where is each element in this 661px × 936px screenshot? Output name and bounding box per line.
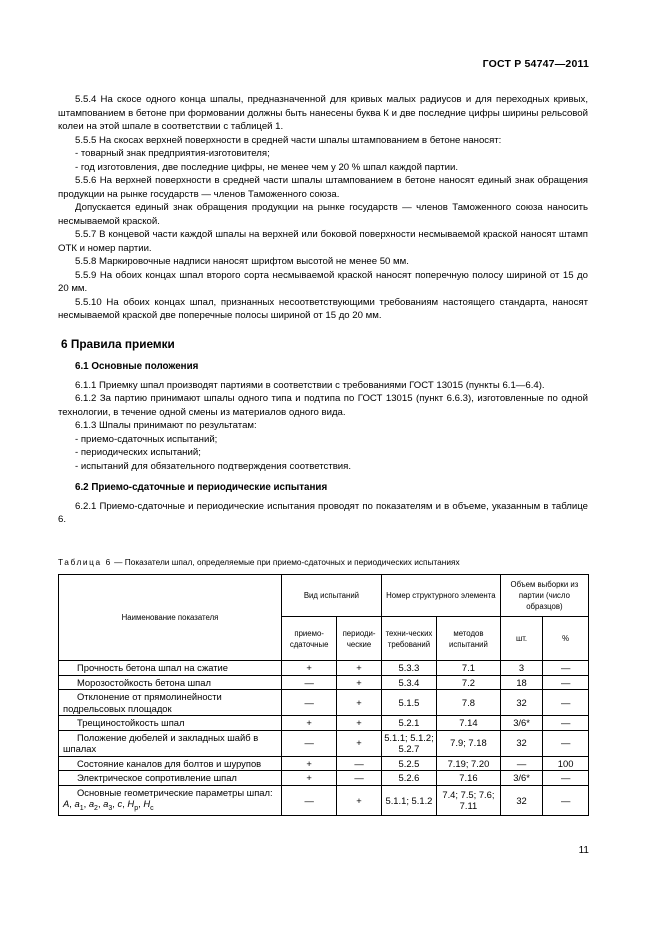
cell-name: Состояние каналов для болтов и шурупов — [59, 756, 282, 771]
cell: 7.9; 7.18 — [437, 730, 501, 756]
cell: — — [337, 756, 382, 771]
table-caption-text: — Показатели шпал, определяемые при приемо-сдаточных и периодических испытаниях — [111, 557, 460, 567]
header-sample-volume: Объем выборки из партии (число образцов) — [500, 575, 588, 617]
cell: 100 — [543, 756, 589, 771]
cell: — — [282, 785, 337, 816]
table-row — [59, 730, 589, 756]
cell: 5.3.3 — [381, 661, 436, 676]
cell: 3 — [500, 661, 542, 676]
cell: 5.2.6 — [381, 771, 436, 786]
cell: — — [282, 675, 337, 690]
cell-name: Положение дюбелей и закладных шайб в шпалах — [59, 730, 282, 756]
cell: + — [282, 661, 337, 676]
document-code: ГОСТ Р 54747—2011 — [482, 58, 589, 70]
cell: — — [543, 661, 589, 676]
cell: 5.1.1; 5.1.2 — [381, 785, 436, 816]
paragraph-6-1-3: 6.1.3 Шпалы принимают по результатам: — [75, 420, 257, 431]
cell: — — [282, 730, 337, 756]
paragraph-6-2-1: 6.2.1 Приемо-сдаточные и периодические испытания проводят по показателям и в объеме, указанным в таблице 6. — [58, 500, 588, 525]
cell: + — [337, 785, 382, 816]
header-name: Наименование показателя — [59, 575, 282, 661]
header-test-kind: Вид испытаний — [282, 575, 382, 617]
cell: 7.1 — [437, 661, 501, 676]
cell: + — [337, 716, 382, 731]
table-row — [59, 661, 589, 676]
cell-name: Отклонение от прямолинейности подрельсовых площадок — [59, 690, 282, 716]
cell: 32 — [500, 730, 542, 756]
list-item: - испытаний для обязательного подтверждения соответствия. — [75, 460, 352, 472]
cell: — — [543, 730, 589, 756]
cell-name: Основные геометрические параметры шпал: A, $a_1$, $a_2$, $a_3$, c, $H_р$, $H_с$ — [59, 785, 282, 816]
cell: — — [337, 771, 382, 786]
header-periodic: периоди-ческие — [337, 617, 382, 661]
paragraph-5-5-9: 5.5.9 На обоих концах шпал второго сорта несмываемой краской наносят поперечную полосу шириной от 15 до 20 мм. — [58, 269, 588, 294]
list-item: - товарный знак предприятия-изготовителя; — [75, 148, 270, 159]
cell: 7.8 — [437, 690, 501, 716]
cell: + — [337, 730, 382, 756]
cell: 3/6* — [500, 716, 542, 731]
header-acceptance: приемо-сдаточные — [282, 617, 337, 661]
paragraph-5-5-5: 5.5.5 На скосах верхней поверхности в средней части шпалы штампованием в бетоне наносят: — [75, 134, 502, 146]
cell: + — [337, 690, 382, 716]
cell: 5.2.1 — [381, 716, 436, 731]
paragraph-5-5-7: 5.5.7 В концевой части каждой шпалы на верхней или боковой поверхности несмываемой краской наносят штамп ОТК и номер партии. — [58, 229, 588, 254]
document-body — [58, 93, 588, 527]
table-row — [59, 675, 589, 690]
paragraph-6-1-1: 6.1.1 Приемку шпал производят партиями в соответствии с требованиями ГОСТ 13015 (пункты 6.1—6.4). — [75, 379, 545, 391]
header-pieces: шт. — [500, 617, 542, 661]
cell: 5.1.1; 5.1.2; 5.2.7 — [381, 730, 436, 756]
cell: + — [282, 771, 337, 786]
page-number: 11 — [578, 845, 589, 856]
cell-name: Морозостойкость бетона шпал — [59, 675, 282, 690]
paragraph-5-5-10: 5.5.10 На обоих концах шпал, признанных несоответствующими требованиям настоящего стандарта, наносят несмываемой краской две поперечные полосы шириной от 15 до 20 мм. — [58, 296, 588, 321]
cell: 5.3.4 — [381, 675, 436, 690]
table-row — [59, 756, 589, 771]
paragraph-6-1-2: 6.1.2 За партию принимают шпалы одного типа и подтипа по ГОСТ 13015 (пункт 6.6.3), изготовленные по одной технологии, в течение одной смены из материалов одного вида. — [58, 393, 588, 418]
paragraph-5-5-6: 5.5.6 На верхней поверхности в средней части шпалы штампованием в бетоне наносят единый знак обращения продукции на рынке государств — членов Таможенного союза. — [58, 175, 588, 200]
table-6 — [58, 574, 589, 816]
cell: — — [543, 785, 589, 816]
table-row — [59, 785, 589, 816]
cell: 7.16 — [437, 771, 501, 786]
subsection-title: 6.1 Основные положения — [75, 361, 199, 372]
table-caption — [58, 557, 598, 567]
paragraph-allowed: Допускается единый знак обращения продукции на рынке государств — членов Таможенного союза наносить несмываемой краской. — [58, 202, 588, 227]
geometric-params: A, $a_1$, $a_2$, $a_3$, c, $H_р$, $H_с$ — [63, 798, 154, 812]
cell: + — [337, 661, 382, 676]
cell: — — [543, 675, 589, 690]
section-title: 6 Правила приемки — [61, 336, 175, 351]
header-methods: методов испытаний — [437, 617, 501, 661]
cell: 7.14 — [437, 716, 501, 731]
subsection-title: 6.2 Приемо-сдаточные и периодические испытания — [75, 482, 328, 493]
list-item: - год изготовления, две последние цифры, не менее чем у 20 % шпал каждой партии. — [75, 161, 459, 173]
cell: 5.2.5 — [381, 756, 436, 771]
cell: 7.2 — [437, 675, 501, 690]
cell: 3/6* — [500, 771, 542, 786]
table-caption-label: Таблица 6 — [58, 557, 112, 567]
cell: 32 — [500, 785, 542, 816]
header-requirements: техни-ческих требований — [381, 617, 436, 661]
cell-name: Прочность бетона шпал на сжатие — [59, 661, 282, 676]
cell: 32 — [500, 690, 542, 716]
cell: — — [543, 690, 589, 716]
cell: + — [282, 756, 337, 771]
cell-name: Трещиностойкость шпал — [59, 716, 282, 731]
cell: — — [500, 756, 542, 771]
paragraph-5-5-4: 5.5.4 На скосе одного конца шпалы, предназначенной для кривых малых радиусов и для переходных кривых, штампованием в бетоне при формовании должны быть нанесены буква К и две последние цифры ширины рельсовой колеи на этой шпале в соответствии с таблицей 1. — [58, 94, 588, 132]
table-row — [59, 690, 589, 716]
cell-name: Электрическое сопротивление шпал — [59, 771, 282, 786]
header-percent: % — [543, 617, 589, 661]
table-row — [59, 771, 589, 786]
list-item: - периодических испытаний; — [75, 447, 201, 458]
cell: + — [337, 675, 382, 690]
cell: 7.19; 7.20 — [437, 756, 501, 771]
paragraph-5-5-8: 5.5.8 Маркировочные надписи наносят шрифтом высотой не менее 50 мм. — [75, 256, 409, 267]
table-row — [59, 716, 589, 731]
cell: — — [282, 690, 337, 716]
cell: — — [543, 716, 589, 731]
header-element-number: Номер структурного элемента — [381, 575, 500, 617]
cell: + — [282, 716, 337, 731]
cell: 5.1.5 — [381, 690, 436, 716]
cell: 18 — [500, 675, 542, 690]
list-item: - приемо-сдаточных испытаний; — [75, 433, 218, 445]
cell: — — [543, 771, 589, 786]
cell: 7.4; 7.5; 7.6; 7.11 — [437, 785, 501, 816]
